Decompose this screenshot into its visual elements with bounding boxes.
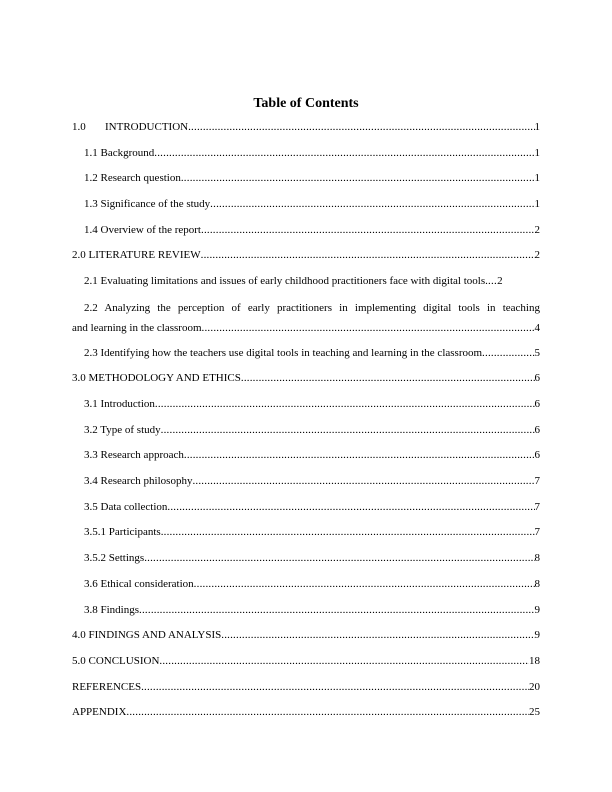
dot-leader xyxy=(482,347,534,359)
toc-entry-page: 4 xyxy=(534,321,540,334)
toc-entry[interactable] xyxy=(72,468,540,494)
toc-entry-page: 7 xyxy=(534,475,540,488)
toc-entry-page: 1 xyxy=(534,172,540,185)
dot-leader xyxy=(155,398,535,410)
toc-entry[interactable] xyxy=(72,217,540,243)
toc-entry[interactable] xyxy=(72,242,540,268)
toc-entry-title: 3.5 Data collection xyxy=(84,500,168,513)
toc-entry-title-continued: and learning in the classroom xyxy=(72,321,202,334)
toc-entry-page: 25 xyxy=(529,706,540,719)
toc-entry-page: 9 xyxy=(534,603,540,616)
toc-entry-introduction[interactable] xyxy=(72,114,540,140)
toc-entry[interactable] xyxy=(72,268,540,294)
toc-title: Table of Contents xyxy=(253,96,359,111)
toc-entry-page: 6 xyxy=(534,423,540,436)
toc-entry-title: 2.1 Evaluating limitations and issues of early childhood practitioners face with digital tools xyxy=(84,274,486,287)
toc-entry-page: 7 xyxy=(534,526,540,539)
toc-entry-page: 1 xyxy=(534,197,540,210)
toc-entry[interactable] xyxy=(72,294,540,340)
toc-entry[interactable] xyxy=(72,674,540,700)
toc-entry-title: APPENDIX xyxy=(72,706,127,719)
dot-leader xyxy=(201,224,535,236)
toc-entry-number: 1.0 xyxy=(72,120,86,133)
toc-entry-title: 2.3 Identifying how the teachers use digital tools in teaching and learning in the classroom xyxy=(84,346,483,359)
toc-entry-page: 1 xyxy=(534,146,540,159)
toc-entry[interactable] xyxy=(72,520,540,546)
toc-entry-title: 3.2 Type of study xyxy=(84,423,161,436)
toc-entry[interactable] xyxy=(72,191,540,217)
toc-entry[interactable] xyxy=(72,340,540,366)
toc-entry-title: 3.5.2 Settings xyxy=(84,552,145,565)
dot-leader xyxy=(181,172,535,184)
dot-leader xyxy=(159,655,529,667)
toc-entry-title: 1.4 Overview of the report xyxy=(84,223,201,236)
toc-entry-page: 6 xyxy=(534,372,540,385)
toc-entry-title: 3.3 Research approach xyxy=(84,449,184,462)
toc-entry-page: 9 xyxy=(534,629,540,642)
dot-leader xyxy=(485,275,497,287)
toc-entry-title: 1.3 Significance of the study xyxy=(84,197,211,210)
toc-entry-title: 3.0 METHODOLOGY AND ETHICS xyxy=(72,372,241,385)
toc-entry-title: 3.4 Research philosophy xyxy=(84,475,193,488)
toc-entry-title: 1.2 Research question xyxy=(84,172,181,185)
toc-entry-title: 4.0 FINDINGS AND ANALYSIS xyxy=(72,629,222,642)
toc-entry[interactable] xyxy=(72,140,540,166)
toc-entry[interactable] xyxy=(72,165,540,191)
dot-leader xyxy=(161,424,535,436)
dot-leader xyxy=(221,629,534,641)
toc-entry-title: 3.1 Introduction xyxy=(84,398,155,411)
toc-entry-title: 3.8 Findings xyxy=(84,603,140,616)
dot-leader xyxy=(201,249,535,261)
toc-entry-title: REFERENCES xyxy=(72,680,142,693)
toc-entry-page: 18 xyxy=(529,654,540,667)
table-of-contents xyxy=(72,114,540,725)
dot-leader xyxy=(192,475,534,487)
toc-entry[interactable] xyxy=(72,443,540,469)
toc-entry-page: 2 xyxy=(534,249,540,262)
toc-entry[interactable] xyxy=(72,571,540,597)
toc-entry-title: 1.1 Background xyxy=(84,146,155,159)
toc-entry-page: 6 xyxy=(534,449,540,462)
toc-entry-page: 6 xyxy=(534,398,540,411)
toc-entry[interactable] xyxy=(72,417,540,443)
dot-leader xyxy=(194,578,535,590)
toc-entry-page: 8 xyxy=(534,577,540,590)
toc-entry[interactable] xyxy=(72,622,540,648)
dot-leader xyxy=(161,526,535,538)
toc-entry[interactable] xyxy=(72,391,540,417)
dot-leader xyxy=(154,147,534,159)
toc-entry-page: 2 xyxy=(497,274,503,287)
dot-leader xyxy=(139,604,534,616)
toc-entry[interactable] xyxy=(72,494,540,520)
toc-entry[interactable] xyxy=(72,597,540,623)
dot-leader xyxy=(202,318,535,338)
dot-leader xyxy=(241,372,535,384)
dot-leader xyxy=(210,198,534,210)
toc-entry[interactable] xyxy=(72,648,540,674)
toc-entry[interactable] xyxy=(72,699,540,725)
toc-entry-page: 1 xyxy=(534,120,540,133)
toc-entry-title: 2.0 LITERATURE REVIEW xyxy=(72,249,201,262)
toc-entry-title: 2.2 Analyzing the perception of early practitioners in implementing digital tools in teaching xyxy=(84,301,540,314)
toc-entry-title: INTRODUCTION xyxy=(105,120,189,133)
dot-leader xyxy=(141,681,529,693)
toc-entry[interactable] xyxy=(72,366,540,392)
toc-entry-page: 20 xyxy=(529,680,540,693)
dot-leader xyxy=(184,449,535,461)
dot-leader xyxy=(144,552,534,564)
toc-entry-title: 3.5.1 Participants xyxy=(84,526,161,539)
dot-leader xyxy=(167,501,534,513)
toc-entry-page: 5 xyxy=(534,346,540,359)
dot-leader xyxy=(188,121,534,133)
toc-entry[interactable] xyxy=(72,545,540,571)
toc-entry-title: 5.0 CONCLUSION xyxy=(72,654,160,667)
dot-leader xyxy=(126,706,529,718)
toc-entry-page: 8 xyxy=(534,552,540,565)
toc-entry-page: 7 xyxy=(534,500,540,513)
toc-entry-page: 2 xyxy=(534,223,540,236)
toc-entry-title: 3.6 Ethical consideration xyxy=(84,577,194,590)
